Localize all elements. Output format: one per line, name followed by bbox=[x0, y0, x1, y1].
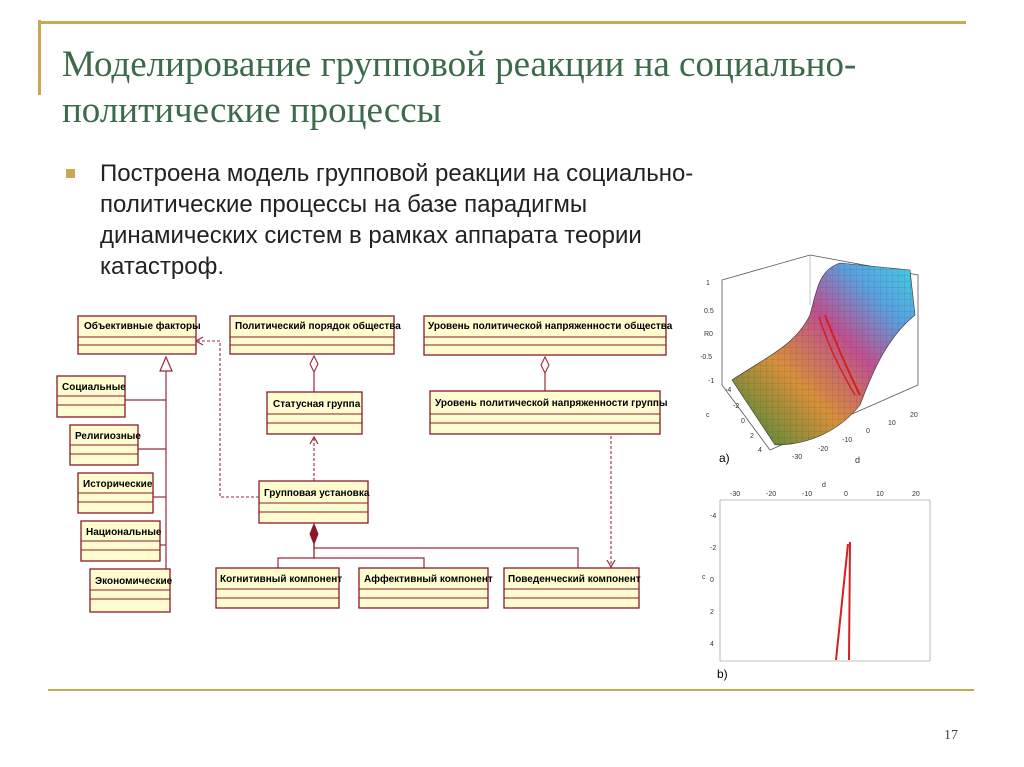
svg-text:20: 20 bbox=[910, 412, 918, 419]
uml-class-label: Уровень политической напряженности общества bbox=[428, 321, 673, 332]
svg-text:-2: -2 bbox=[733, 403, 740, 410]
svg-text:4: 4 bbox=[758, 447, 762, 454]
uml-class-label: Объективные факторы bbox=[84, 321, 201, 332]
uml-class-political-order bbox=[230, 316, 401, 354]
svg-text:-4: -4 bbox=[710, 513, 717, 520]
uml-class-affective bbox=[359, 568, 493, 608]
bifurcation-curve bbox=[836, 542, 850, 660]
uml-class-social bbox=[57, 376, 126, 417]
c-axis-label: c bbox=[702, 574, 706, 581]
uml-class-group-tension bbox=[430, 391, 668, 434]
svg-text:-2: -2 bbox=[710, 545, 717, 552]
bullet-text: Построена модель групповой реакции на социально-политические процессы на базе парадигмы динамических систем в рамках аппарата теории катастроф. bbox=[100, 160, 694, 280]
svg-text:R0: R0 bbox=[704, 331, 713, 338]
uml-class-religious bbox=[70, 425, 141, 465]
uml-class-society-tension bbox=[424, 316, 673, 355]
svg-text:2: 2 bbox=[750, 433, 754, 440]
svg-text:-4: -4 bbox=[725, 387, 732, 394]
svg-text:0: 0 bbox=[741, 418, 745, 425]
uml-class-group-attitude bbox=[259, 481, 370, 523]
uml-class-label: Статусная группа bbox=[273, 399, 361, 410]
aggregation-diamond-icon bbox=[541, 357, 549, 373]
d-axis-label: d bbox=[855, 455, 861, 465]
svg-text:-0.5: -0.5 bbox=[700, 354, 713, 361]
svg-text:1: 1 bbox=[706, 280, 710, 287]
svg-text:-10: -10 bbox=[842, 437, 853, 444]
svg-text:-20: -20 bbox=[766, 491, 777, 498]
figure-b-label: b) bbox=[717, 667, 728, 681]
uml-class-national bbox=[81, 521, 162, 561]
uml-class-label: Когнитивный компонент bbox=[220, 574, 343, 585]
uml-class-label: Групповая установка bbox=[264, 488, 370, 499]
svg-text:4: 4 bbox=[710, 641, 714, 648]
uml-class-label: Экономические bbox=[95, 576, 173, 587]
top-axis-ticks bbox=[730, 491, 920, 498]
composition-diamond-icon bbox=[310, 524, 318, 544]
uml-class-historical bbox=[78, 473, 153, 513]
d-axis-label: d bbox=[822, 482, 826, 489]
svg-text:0.5: 0.5 bbox=[704, 308, 714, 315]
uml-class-label: Исторические bbox=[83, 479, 153, 490]
svg-text:2: 2 bbox=[710, 609, 714, 616]
uml-class-label: Аффективный компонент bbox=[364, 574, 493, 585]
uml-class-behavioral bbox=[504, 568, 641, 608]
svg-text:-30: -30 bbox=[792, 454, 803, 461]
svg-text:-10: -10 bbox=[802, 491, 813, 498]
uml-class-label: Национальные bbox=[86, 527, 162, 538]
generalization-arrow-icon bbox=[160, 357, 172, 371]
svg-text:-20: -20 bbox=[818, 446, 829, 453]
c-axis-label: c bbox=[706, 412, 710, 419]
uml-connectors bbox=[125, 337, 615, 594]
uml-class-label: Политический порядок общества bbox=[235, 321, 401, 332]
slide-title: Моделирование групповой реакции на социально-политические процессы bbox=[62, 44, 857, 131]
svg-text:0: 0 bbox=[710, 577, 714, 584]
uml-class-label: Социальные bbox=[62, 382, 126, 393]
left-axis-ticks bbox=[710, 513, 716, 648]
aggregation-diamond-icon bbox=[310, 356, 318, 372]
figure-a-label: a) bbox=[719, 451, 730, 465]
uml-class-economic bbox=[90, 569, 173, 612]
uml-class-label: Поведенческий компонент bbox=[508, 574, 641, 585]
figure-2d-projection bbox=[700, 478, 950, 688]
figure-3d-surface bbox=[700, 245, 950, 475]
svg-text:10: 10 bbox=[876, 491, 884, 498]
svg-text:0: 0 bbox=[844, 491, 848, 498]
uml-class-label: Религиозные bbox=[75, 431, 141, 442]
svg-text:10: 10 bbox=[888, 420, 896, 427]
svg-text:0: 0 bbox=[866, 428, 870, 435]
page-number: 17 bbox=[944, 728, 958, 743]
uml-class-cognitive bbox=[216, 568, 342, 608]
uml-class-label: Уровень политической напряженности группы bbox=[435, 398, 668, 409]
uml-class-objective-factors bbox=[78, 316, 201, 354]
svg-text:-30: -30 bbox=[730, 491, 741, 498]
z-axis-ticks bbox=[700, 280, 714, 385]
svg-text:-1: -1 bbox=[708, 378, 715, 385]
svg-text:20: 20 bbox=[912, 491, 920, 498]
uml-class-status-group bbox=[267, 392, 362, 434]
